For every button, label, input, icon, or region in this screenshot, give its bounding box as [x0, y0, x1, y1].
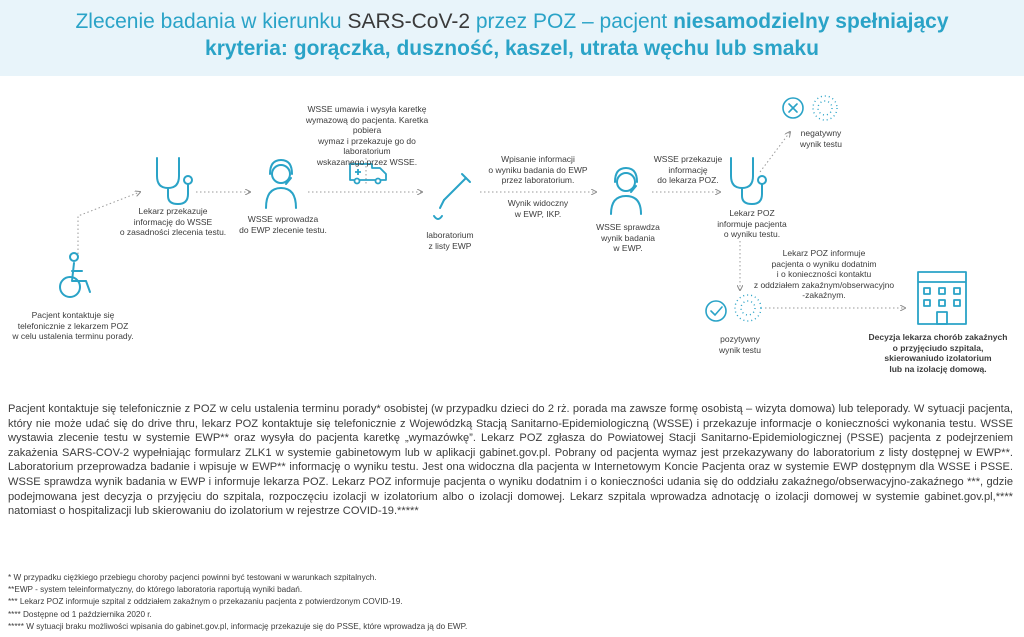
hospital-decision-label: Decyzja lekarza chorób zakaźnych o przyjęciudo szpitala, skierowaniudo izolatorium lub na izolację domową.	[868, 332, 1008, 374]
pipette-icon	[434, 174, 470, 219]
doctor-inform-patient-label: Lekarz POZ informuje pacjenta o wyniku testu.	[717, 208, 787, 239]
footnote: ***** W sytuacji braku możliwości wpisania do gabinet.gov.pl, informację przekazuje się do PSSE, które wprowadza ją do EWP.	[8, 621, 468, 631]
positive-info-label: Lekarz POZ informuje pacjenta o wyniku dodatnim i o konieczności kontaktu z oddziałem zakaźnym/obserwacyjno -zakaźnym.	[753, 248, 895, 300]
title-part2: SARS-CoV-2	[347, 10, 470, 33]
wsse-check-label: WSSE sprawdza wynik badania w EWP.	[596, 222, 660, 253]
stethoscope-icon-2	[731, 158, 766, 204]
wsse-to-doctor-label: WSSE przekazuje informację do lekarza POZ.	[653, 154, 723, 185]
positive-result-label: pozytywny wynik testu	[718, 334, 762, 355]
result-entry-label: Wpisanie informacji o wyniku badania do EWP przez laboratorium.	[488, 154, 588, 185]
result-visible-label: Wynik widoczny w EWP, IKP.	[507, 198, 569, 219]
description-paragraph: Pacjent kontaktuje się telefonicznie z POZ w celu ustalenia terminu porady* osobistej (w przypadku dzieci do 2 rż. porada ma zawsze formę osobistą – wizyta domowa) lub teleporady. W sytuacji pacjenta, który nie może udać się do drive thru, lekarz POZ kontaktuje się telefonicznie z Wojewódzką Stacją Sanitarno-Epidemiologiczną (WSSE) i przekazuje informacje o konieczności wykonania testu. WSSE wystawia zlecenie testu w systemie EWP** oraz wysyła do pacjenta karetkę „wymazówkę”. Lekarz POZ zgłasza do Powiatowej Stacji Sanitarno-Epidemiologicznej (PSSE) pacjenta z podejrzeniem zakażenia SARS-COV-2 wypełniając formularz ZLK1 w systemie gabinetowym lub w aplikacji gabinet.gov.pl. Pobrany od pacjenta wymaz jest przekazywany do laboratorium z listy dostępnej w EWP**. Laboratorium przeprowadza badanie i wpisuje w EWP** informację o wyniku testu. Jest ona widoczna dla pacjenta w Internetowym Koncie Pacjenta oraz w systemie EWP dostępnym dla WSSE i PSSE. WSSE sprawdza wynik badania w EWP i informuje lekarza POZ. Lekarz POZ informuje pacjenta o wyniku dodatnim i o konieczności udania się do oddziału zakaźnego/obserwacyjno-zakaźnego ***, gdzie podejmowana jest decyzja o przyjęciu do szpitala, rozpoczęciu izolacji w izolatorium albo o izolacji domowej. Lekarz szpitala wprowadza adnotację o izolacji domowej w systemie gabinet.gov.pl,**** natomiast o hospitalizacji lub skierowaniu do izolatorium w rejestrze COVID-19.*****	[8, 403, 1013, 518]
footnotes	[8, 572, 1008, 633]
doctor-inform-label: Lekarz przekazuje informację do WSSE o zasadności zlecenia testu.	[119, 206, 227, 237]
ambulance-label: WSSE umawia i wysyła karetkę wymazową do pacjenta. Karetka pobiera wymaz i przekazuje go do laboratorium wskazanego przez WSSE.	[305, 104, 429, 167]
patient-label: Pacjent kontaktuje się telefonicznie z lekarzem POZ w celu ustalenia terminu porady.	[12, 310, 134, 341]
footnote: **** Dostępne od 1 października 2020 r.	[8, 609, 152, 619]
negative-result-label: negatywny wynik testu	[799, 128, 843, 149]
title-part1: Zlecenie badania w kierunku	[75, 10, 348, 33]
title-part4: niesamodzielny spełniający	[673, 10, 949, 33]
title-line2: kryteria: gorączka, duszność, kaszel, utrata węchu lub smaku	[205, 37, 819, 60]
wsse-enter-label: WSSE wprowadza do EWP zlecenie testu.	[239, 214, 327, 235]
virus-negative-spikes	[813, 96, 837, 120]
operator-headset-icon	[266, 160, 296, 208]
footnote: *** Lekarz POZ informuje szpital z oddziałem zakaźnym o przekazaniu pacjenta z potwierdzonym COVID-19.	[8, 597, 403, 607]
page-title	[0, 8, 1024, 62]
wheelchair-icon	[60, 253, 90, 297]
footnote: * W przypadku ciężkiego przebiegu choroby pacjenci powinni być testowani w warunkach szpitalnych.	[8, 573, 377, 582]
lab-label: laboratorium z listy EWP	[426, 230, 474, 251]
footnote: **EWP - system teleinformatyczny, do którego laboratoria raportują wyniki badań.	[8, 585, 303, 595]
header-banner	[0, 0, 1024, 76]
virus-positive-icon	[706, 301, 726, 321]
operator-headset-icon-2	[611, 168, 641, 214]
title-part3: przez POZ – pacjent	[470, 10, 674, 33]
virus-negative-icon	[783, 98, 803, 118]
hospital-icon	[918, 272, 966, 324]
stethoscope-icon	[157, 158, 192, 204]
flow-diagram	[0, 76, 1024, 396]
